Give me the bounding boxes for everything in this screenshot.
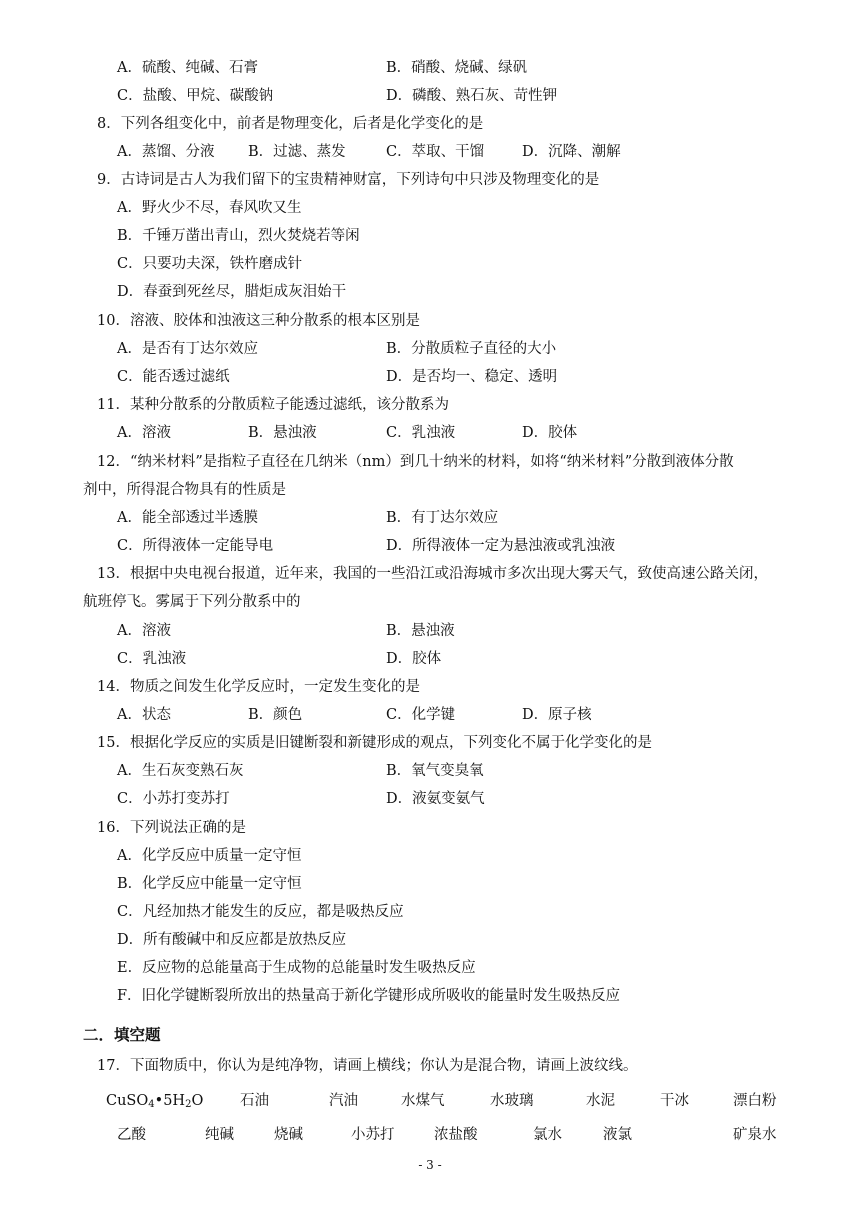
q9-option-b: B．千锤万凿出青山，烈火焚烧若等闲 bbox=[117, 228, 360, 244]
q15-option-d: D．液氨变氨气 bbox=[386, 791, 485, 807]
q12-option-b: B．有丁达尔效应 bbox=[386, 510, 499, 526]
q14-option-b: B．颜色 bbox=[248, 707, 303, 723]
substance-item: 小苏打 bbox=[351, 1127, 395, 1143]
q14-option-c: C．化学键 bbox=[386, 707, 456, 723]
q10-option-a: A．是否有丁达尔效应 bbox=[117, 341, 258, 357]
q11-option-d: D．胶体 bbox=[522, 425, 578, 441]
q8-stem: 8．下列各组变化中，前者是物理变化，后者是化学变化的是 bbox=[97, 116, 484, 132]
q11-option-b: B．悬浊液 bbox=[248, 425, 317, 441]
q10-option-d: D．是否均一、稳定、透明 bbox=[386, 369, 558, 385]
q9-option-a: A．野火少不尽，春风吹又生 bbox=[117, 200, 302, 216]
substance-item: 石油 bbox=[240, 1093, 269, 1109]
q8-option-a: A．蒸馏、分液 bbox=[117, 144, 215, 160]
q13-option-c: C．乳浊液 bbox=[117, 651, 187, 667]
q7-option-c: C．盐酸、甲烷、碳酸钠 bbox=[117, 88, 274, 104]
q12-option-a: A．能全部透过半透膜 bbox=[117, 510, 258, 526]
q13-option-d: D．胶体 bbox=[386, 651, 442, 667]
q14-option-a: A．状态 bbox=[117, 707, 171, 723]
q16-option-d: D．所有酸碱中和反应都是放热反应 bbox=[117, 932, 347, 948]
q14-stem: 14．物质之间发生化学反应时，一定发生变化的是 bbox=[97, 679, 420, 695]
substance-item: 浓盐酸 bbox=[434, 1127, 478, 1143]
substance-item: 干冰 bbox=[660, 1093, 689, 1109]
q13-stem-line1: 13．根据中央电视台报道，近年来，我国的一些沿江或沿海城市多次出现大雾天气，致使高速公路关闭， bbox=[97, 566, 768, 582]
q9-option-d: D．春蚕到死丝尽，腊炬成灰泪始干 bbox=[117, 284, 347, 300]
q9-option-c: C．只要功夫深，铁杵磨成针 bbox=[117, 256, 303, 272]
q13-option-b: B．悬浊液 bbox=[386, 623, 455, 639]
q17-stem: 17．下面物质中，你认为是纯净物，请画上横线；你认为是混合物，请画上波纹线。 bbox=[97, 1058, 638, 1074]
substance-cuso4: $CuSO_4•5H_2O$ bbox=[106, 1093, 204, 1110]
q16-option-a: A．化学反应中质量一定守恒 bbox=[117, 848, 302, 864]
q16-option-b: B．化学反应中能量一定守恒 bbox=[117, 876, 302, 892]
q16-option-e: E．反应物的总能量高于生成物的总能量时发生吸热反应 bbox=[117, 960, 476, 976]
q8-option-c: C．萃取、干馏 bbox=[386, 144, 485, 160]
q15-option-c: C．小苏打变苏打 bbox=[117, 791, 230, 807]
q16-option-f: F．旧化学键断裂所放出的热量高于新化学键形成所吸收的能量时发生吸热反应 bbox=[117, 988, 621, 1004]
substance-item: 烧碱 bbox=[274, 1127, 303, 1143]
substance-item: 漂白粉 bbox=[733, 1093, 777, 1109]
q13-stem-line2: 航班停飞。雾属于下列分散系中的 bbox=[83, 594, 301, 610]
q8-option-b: B．过滤、蒸发 bbox=[248, 144, 346, 160]
q12-option-d: D．所得液体一定为悬浊液或乳浊液 bbox=[386, 538, 616, 554]
substance-item: 水泥 bbox=[586, 1093, 615, 1109]
q11-option-c: C．乳浊液 bbox=[386, 425, 456, 441]
q16-option-c: C．凡经加热才能发生的反应，都是吸热反应 bbox=[117, 904, 404, 920]
q7-option-d: D．磷酸、熟石灰、苛性钾 bbox=[386, 88, 558, 104]
substance-item: 氯水 bbox=[533, 1127, 562, 1143]
substance-item: 水玻璃 bbox=[490, 1093, 534, 1109]
q15-option-b: B．氧气变臭氧 bbox=[386, 763, 484, 779]
substance-item: 汽油 bbox=[329, 1093, 358, 1109]
substance-item: 水煤气 bbox=[401, 1093, 445, 1109]
q10-stem: 10．溶液、胶体和浊液这三种分散系的根本区别是 bbox=[97, 313, 420, 329]
q8-option-d: D．沉降、潮解 bbox=[522, 144, 621, 160]
substance-item: 乙酸 bbox=[117, 1127, 146, 1143]
q7-option-a: A．硫酸、纯碱、石膏 bbox=[117, 60, 258, 76]
q9-stem: 9．古诗词是古人为我们留下的宝贵精神财富，下列诗句中只涉及物理变化的是 bbox=[97, 172, 600, 188]
q12-option-c: C．所得液体一定能导电 bbox=[117, 538, 274, 554]
q12-stem-line2: 剂中，所得混合物具有的性质是 bbox=[83, 482, 286, 498]
q16-stem: 16．下列说法正确的是 bbox=[97, 820, 246, 836]
q12-stem-line1: 12．“纳米材料”是指粒子直径在几纳米（nm）到几十纳米的材料，如将“纳米材料”分散到液体分散 bbox=[97, 454, 734, 470]
page-number: - 3 - bbox=[418, 1158, 442, 1172]
substance-item: 液氯 bbox=[603, 1127, 632, 1143]
q7-option-b: B．硝酸、烧碱、绿矾 bbox=[386, 60, 528, 76]
q11-stem: 11．某种分散系的分散质粒子能透过滤纸，该分散系为 bbox=[97, 397, 449, 413]
q15-option-a: A．生石灰变熟石灰 bbox=[117, 763, 244, 779]
q10-option-b: B．分散质粒子直径的大小 bbox=[386, 341, 557, 357]
q15-stem: 15．根据化学反应的实质是旧键断裂和新键形成的观点，下列变化不属于化学变化的是 bbox=[97, 735, 652, 751]
q14-option-d: D．原子核 bbox=[522, 707, 592, 723]
section-heading: 二．填空题 bbox=[83, 1026, 161, 1044]
q10-option-c: C．能否透过滤纸 bbox=[117, 369, 230, 385]
substance-item: 矿泉水 bbox=[733, 1127, 777, 1143]
q13-option-a: A．溶液 bbox=[117, 623, 171, 639]
substance-item: 纯碱 bbox=[205, 1127, 234, 1143]
q11-option-a: A．溶液 bbox=[117, 425, 171, 441]
